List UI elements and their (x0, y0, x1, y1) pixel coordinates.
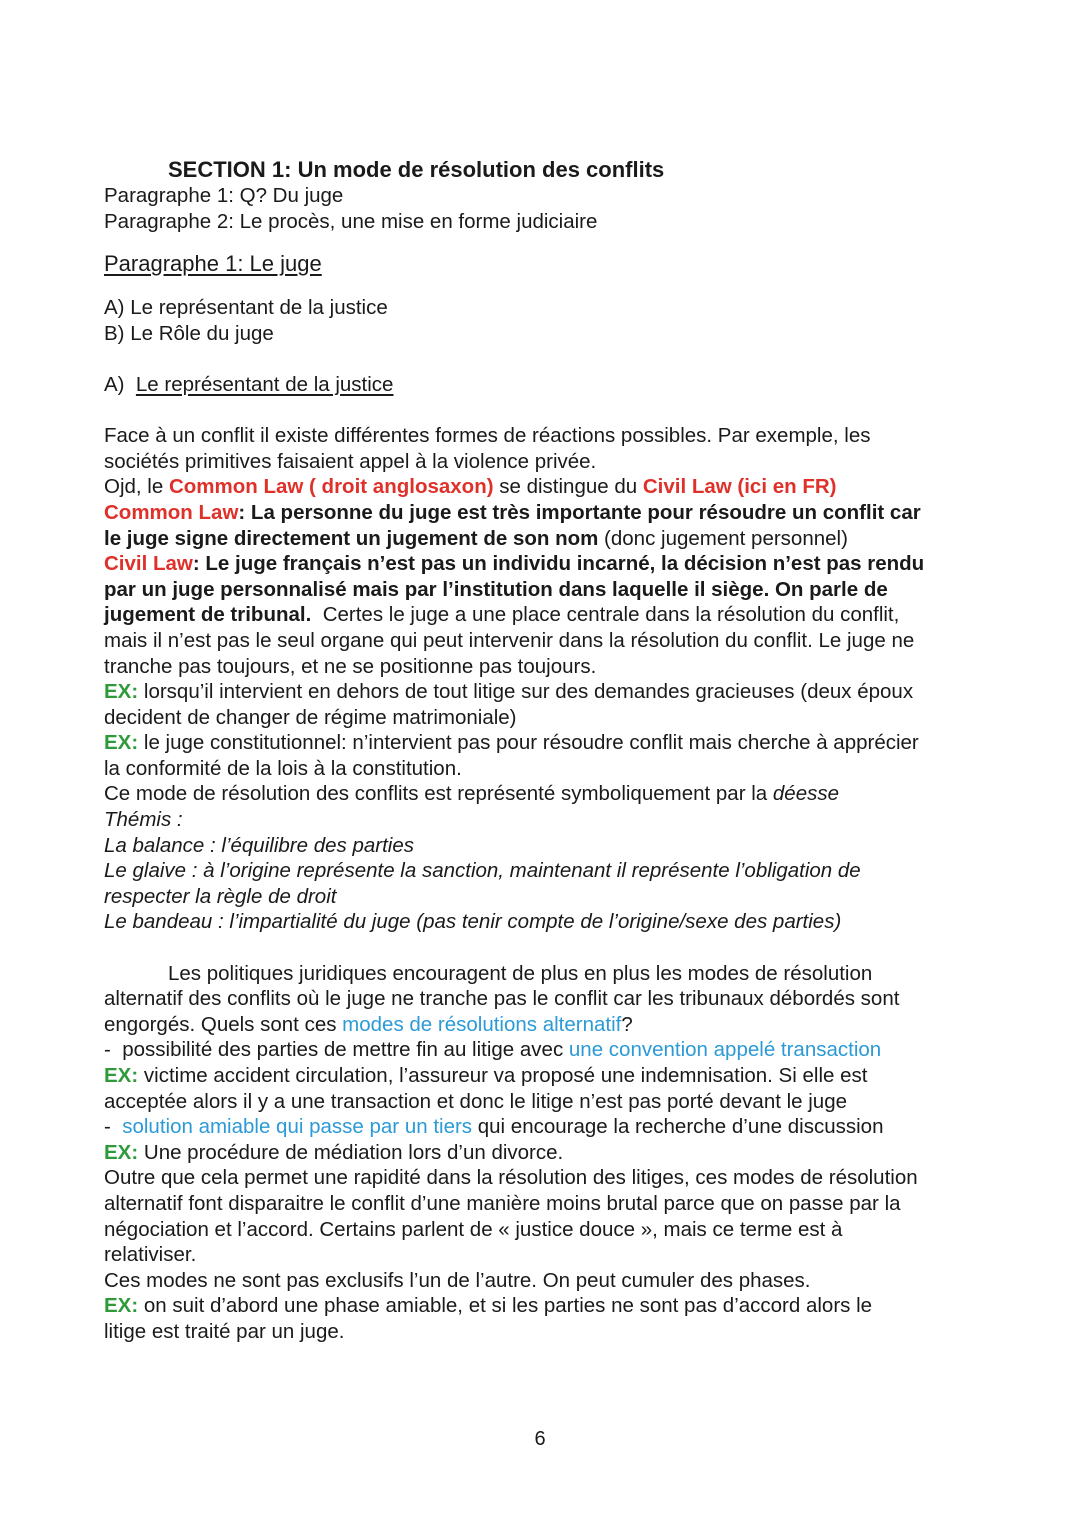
plan-item-2: Paragraphe 2: Le procès, une mise en forme judiciaire (104, 209, 598, 233)
ex-label: EX: (104, 1064, 139, 1087)
text-line: litige est traité par un juge. (104, 1319, 345, 1343)
text-span: le juge constitutionnel: n’intervient pas pour résoudre conflit mais cherche à apprécier (138, 731, 919, 755)
text-span: Ce mode de résolution des conflits est représenté symboliquement par la (104, 782, 773, 806)
text-span: (donc jugement personnel) (598, 526, 848, 550)
text-line: Outre que cela permet une rapidité dans la résolution des litiges, ces modes de résolution (104, 1166, 918, 1190)
text-line: tranche pas toujours, et ne se positionne pas toujours. (104, 654, 597, 678)
civil-law-label: Civil Law (104, 552, 193, 576)
bullet-item (104, 1114, 1004, 1140)
text-span: se distingue du (493, 475, 643, 499)
text-line (104, 1012, 1004, 1038)
text-span: Ojd, le (104, 475, 169, 499)
text-span: qui encourage la recherche d’une discussion (472, 1115, 884, 1139)
text-line: alternatif des conflits où le juge ne tranche pas le conflit car les tribunaux débordés sont (104, 987, 900, 1011)
highlight-term: une convention appelé transaction (568, 1038, 882, 1062)
civil-law-term: Civil Law (ici en FR) (642, 475, 837, 499)
text-span: possibilité des parties de mettre fin au litige avec (122, 1038, 569, 1062)
text-line (104, 602, 1004, 628)
ex-label: EX: (104, 1140, 139, 1164)
outline-item-a: A) Le représentant de la justice (104, 296, 388, 320)
plan-item-1: Paragraphe 1: Q? Du juge (104, 184, 344, 207)
text-span: jugement de tribunal. (104, 603, 312, 627)
text-span: le juge signe directement un jugement de son nom (104, 526, 599, 550)
text-span: Certes le juge a une place centrale dans la résolution du conflit, (311, 603, 900, 627)
text-line: Le bandeau : l’impartialité du juge (pas tenir compte de l’origine/sexe des parties) (104, 910, 842, 934)
text-span: : La personne du juge est très importante pour résoudre un conflit car (238, 500, 921, 524)
ex-label: EX: (104, 1294, 139, 1318)
subheading-letter: A) (104, 372, 136, 396)
subheading-text: Le représentant de la justice (135, 372, 394, 396)
text-line: acceptée alors il y a une transaction et donc le litige n’est pas porté devant le juge (104, 1089, 848, 1113)
common-law-term: Common Law ( droit anglosaxon) (168, 475, 494, 499)
bullet-item (104, 1037, 1004, 1063)
text-span: lorsqu’il intervient en dehors de tout litige sur des demandes gracieuses (deux époux (138, 680, 914, 704)
text-span: engorgés. Quels sont ces (104, 1012, 343, 1036)
text-span: Une procédure de médiation lors d’un divorce. (138, 1140, 564, 1164)
dash: - (104, 1038, 123, 1062)
text-line: Face à un conflit il existe différentes formes de réactions possibles. Par exemple, les (104, 424, 871, 448)
dash: - (104, 1115, 123, 1139)
text-line: respecter la règle de droit (104, 884, 337, 908)
text-line (104, 1063, 1004, 1089)
text-line: Les politiques juridiques encouragent de plus en plus les modes de résolution (168, 961, 873, 985)
text-line (104, 730, 1004, 756)
highlight-term: solution amiable qui passe par un tiers (122, 1115, 473, 1139)
outline-item-b: B) Le Rôle du juge (104, 321, 274, 345)
ex-label: EX: (104, 731, 139, 755)
ex-label: EX: (104, 680, 139, 704)
paragraph-title: Paragraphe 1: Le juge (104, 251, 322, 277)
text-line: decident de changer de régime matrimoniale) (104, 705, 517, 729)
page-number: 6 (534, 1428, 546, 1450)
text-line: Thémis : (104, 808, 183, 832)
text-span: : Le juge français n’est pas un individu incarné, la décision n’est pas rendu (192, 552, 925, 576)
section-title: SECTION 1: Un mode de résolution des conflits (168, 157, 665, 182)
text-line: Ces modes ne sont pas exclusifs l’un de l’autre. On peut cumuler des phases. (104, 1268, 811, 1292)
text-line: mais il n’est pas le seul organe qui peut intervenir dans la résolution du conflit. Le juge ne (104, 628, 915, 652)
text-line: alternatif font disparaitre le conflit d’une manière moins brutal parce que on passe par la (104, 1191, 901, 1215)
text-line (104, 474, 1004, 500)
text-line (104, 1140, 1004, 1166)
highlight-term: modes de résolutions alternatif (342, 1012, 622, 1036)
text-span: ? (621, 1012, 633, 1036)
document-page (104, 157, 1004, 1345)
text-span: déesse (772, 782, 839, 806)
text-line (104, 526, 1004, 552)
text-line: la conformité de la lois à la constitution. (104, 756, 462, 780)
text-line: La balance : l’équilibre des parties (104, 833, 414, 857)
text-line (104, 500, 1004, 526)
common-law-label: Common Law (104, 500, 239, 524)
text-line: négociation et l’accord. Certains parlent de « justice douce », mais ce terme est à (104, 1217, 843, 1241)
text-line (104, 1293, 1004, 1319)
text-line: sociétés primitives faisaient appel à la violence privée. (104, 449, 597, 473)
text-line: par un juge personnalisé mais par l’institution dans laquelle il siège. On parle de (104, 577, 888, 601)
text-line (104, 551, 1004, 577)
text-line (104, 781, 1004, 807)
text-line (104, 679, 1004, 705)
text-span: victime accident circulation, l’assureur va proposé une indemnisation. Si elle est (138, 1064, 868, 1087)
text-span: on suit d’abord une phase amiable, et si les parties ne sont pas d’accord alors le (138, 1294, 873, 1318)
text-line: relativiser. (104, 1243, 197, 1267)
text-line: Le glaive : à l’origine représente la sanction, maintenant il représente l’obligation de (104, 859, 861, 883)
subheading (104, 372, 1004, 398)
